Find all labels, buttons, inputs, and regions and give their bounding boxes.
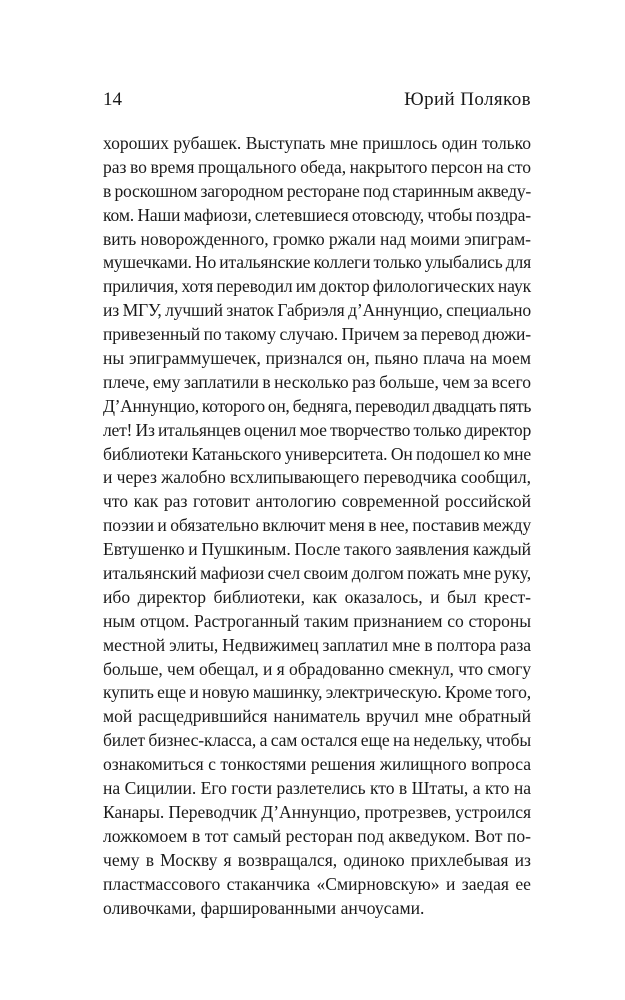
text-line: ным отцом. Растроганный таким признанием со стороны [103,610,531,631]
text-line: Канары. Переводчик Д’Аннунцио, протрезвев, устроился [103,801,531,822]
text-line: и через жалобно всхлипывающего переводчика сообщил, [103,467,531,488]
text-line: привезенный по такому случаю. Причем за перевод дюжи- [103,324,531,345]
page-number: 14 [103,89,122,110]
text-line: из МГУ, лучший знаток Габриэля д’Аннунцио, специально [103,300,531,321]
text-line: купить еще и новую машинку, электрическую. Кроме того, [103,682,531,703]
text-line: мушечками. Но итальянские коллеги только улыбались для [103,252,531,273]
text-line: местной элиты, Недвижимец заплатил мне в полтора раза [103,634,531,655]
text-line: пластмассового стаканчика «Смирновскую» и заедая ее [103,873,531,894]
text-line-last: оливочками, фаршированными анчоусами. [103,897,425,918]
text-line: раз во время прощального обеда, накрытого персон на сто [103,156,531,177]
page-header [103,86,531,114]
text-line: больше, чем обещал, и я обрадованно смекнул, что смогу [103,658,531,679]
text-line: плече, ему заплатили в несколько раз больше, чем за всего [103,371,531,392]
text-line: ны эпиграммушечек, признался он, пьяно плача на моем [103,348,531,369]
text-line: поэзии и обязательно включит меня в нее, поставив между [103,515,531,536]
text-line: в роскошном загородном ресторане под старинным акведу- [103,180,531,201]
text-line: чему в Москву я возвращался, одиноко прихлебывая из [103,849,531,870]
text-line: библиотеки Катаньского университета. Он подошел ко мне [103,443,531,464]
text-line: мой расщедрившийся наниматель вручил мне обратный [103,706,531,727]
text-line: ознакомиться с тонкостями решения жилищного вопроса [103,754,531,775]
body-text [103,132,531,920]
text-line: ложкомоем в тот самый ресторан под акведуком. Вот по- [103,825,531,846]
text-line: итальянский мафиози счел своим долгом пожать мне руку, [103,563,531,584]
text-line: вить новорожденного, громко ржали над моими эпиграм- [103,228,531,249]
text-line: лет! Из итальянцев оценил мое творчество только директор [103,419,531,440]
running-head-author: Юрий Поляков [404,89,531,110]
text-line: на Сицилии. Его гости разлетелись кто в Штаты, а кто на [103,778,531,799]
text-line: хороших рубашек. Выступать мне пришлось один только [103,133,531,153]
text-line: ибо директор библиотеки, как оказалось, и был крест- [103,586,531,607]
text-line: что как раз готовит антологию современной российской [103,491,531,512]
text-line: Евтушенко и Пушкиным. После такого заявления каждый [103,539,531,560]
text-line: ком. Наши мафиози, слетевшиеся отовсюду, чтобы поздра- [103,204,531,225]
text-line: Д’Аннунцио, которого он, бедняга, переводил двадцать пять [103,395,531,416]
text-line: приличия, хотя переводил им доктор филологических наук [103,276,531,297]
text-line: билет бизнес-класса, а сам остался еще на недельку, чтобы [103,730,531,751]
